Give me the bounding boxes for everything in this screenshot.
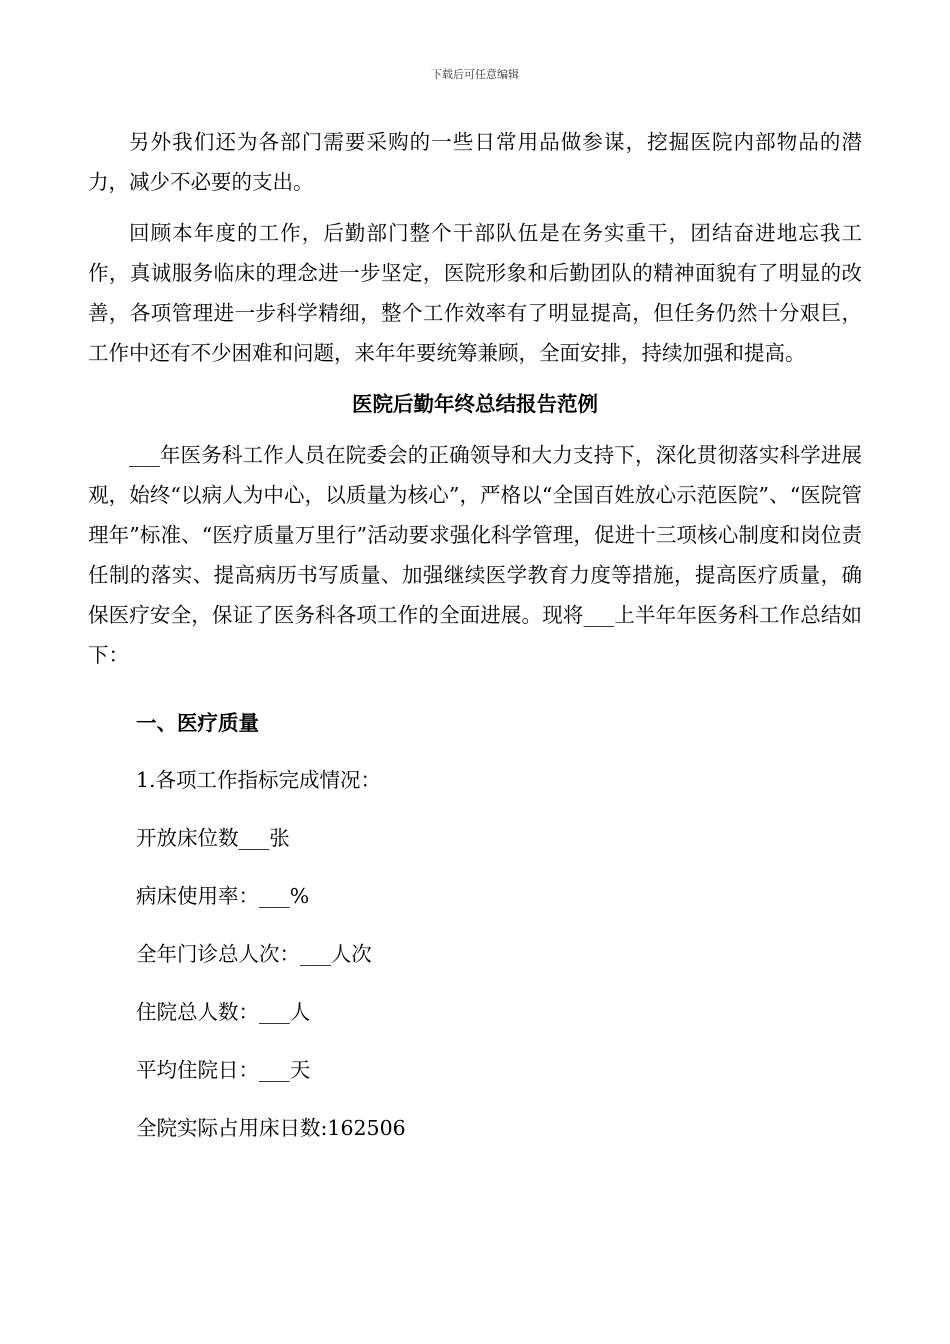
list-item: 住院总人数：___人 xyxy=(136,1000,311,1024)
intro-paragraph: ___年医务科工作人员在院委会的正确领导和大力支持下，深化贯彻落实科学进展观，始终“以病人为中心，以质量为核心”，严格以“全国百姓放心示范医院”、“医院管理年”标准、“医疗质量万里行”活动要求强化科学管理，促进十三项核心制度和岗位责任制的落实、提高病历书写质量、加强继续医学教育力度等措施，提高医疗质量，确保医疗安全，保证了医务科各项工作的全面进展。现将___上半年年医务科工作总结如下： xyxy=(88,443,862,667)
body-paragraph: 回顾本年度的工作，后勤部门整个干部队伍是在务实重干，团结奋进地忘我工作，真诚服务临床的理念进一步坚定，医院形象和后勤团队的精神面貌有了明显的改善，各项管理进一步科学精细，整个工作效率有了明显提高，但任务仍然十分艰巨，工作中还有不少困难和问题，来年年要统筹兼顾，全面安排，持续加强和提高。 xyxy=(88,221,862,365)
section-title: 医院后勤年终总结报告范例 xyxy=(352,392,598,416)
list-item: 开放床位数___张 xyxy=(136,826,290,850)
list-item: 全院实际占用床日数:162506 xyxy=(136,1116,406,1140)
page-header-note: 下载后可任意编辑 xyxy=(431,68,519,81)
body-paragraph: 另外我们还为各部门需要采购的一些日常用品做参谋，挖掘医院内部物品的潜力，减少不必要的支出。 xyxy=(88,130,862,194)
document-body xyxy=(88,122,862,1148)
list-item: 全年门诊总人次：___人次 xyxy=(136,942,372,966)
list-item: 病床使用率：___% xyxy=(136,884,310,908)
section-heading: 一、医疗质量 xyxy=(136,711,259,735)
list-item: 平均住院日：___天 xyxy=(136,1058,311,1082)
list-item: 1.各项工作指标完成情况： xyxy=(136,768,382,792)
